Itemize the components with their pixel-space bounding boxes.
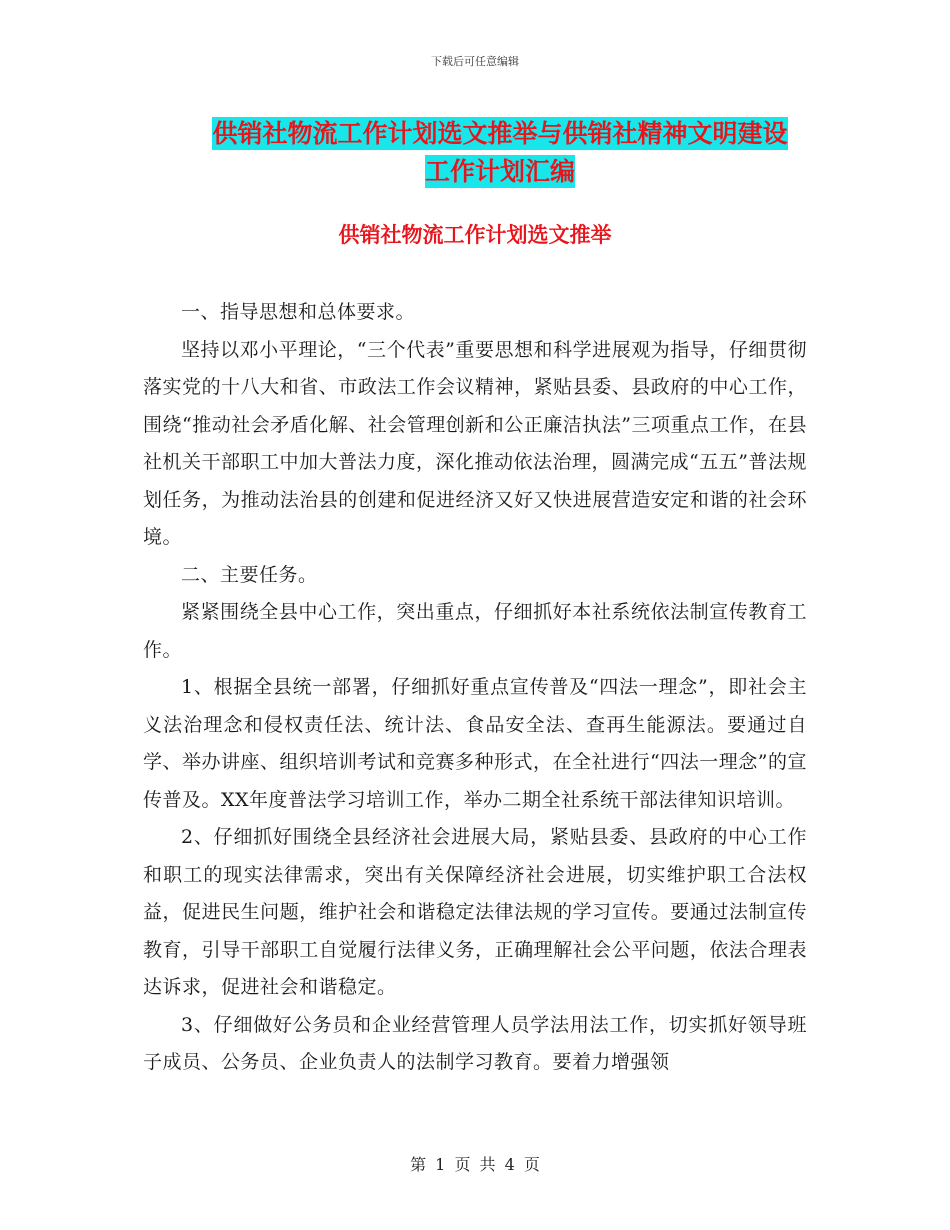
document-title-line-2 [140, 150, 860, 194]
document-title-text-2: 工作计划汇编 [424, 157, 575, 186]
paragraph: 紧紧围绕全县中心工作，突出重点，仔细抓好本社系统依法制宣传教育工作。 [143, 601, 807, 661]
paragraph: 1、根据全县统一部署，仔细抓好重点宣传普及“四法一理念”，即社会主义法治理念和侵权责任法、统计法、食品安全法、查再生能源法。要通过自学、举办讲座、组织培训考试和竞赛多种形式，在全社进行“四法一理念”的宣传普及。XX年度普法学习培训工作，举办二期全社系统干部法律知识培训。 [143, 676, 807, 811]
page-number-footer: 第 1 页 共 4 页 [410, 1155, 540, 1174]
header-note: 下载后可任意编辑 [431, 55, 519, 68]
paragraph: 3、仔细做好公务员和企业经营管理人员学法用法工作，切实抓好领导班子成员、公务员、企业负责人的法制学习教育。要着力增强领 [143, 1013, 807, 1073]
document-title-text-1: 供销社物流工作计划选文推举与供销社精神文明建设 [212, 119, 788, 148]
paragraph: 一、指导思想和总体要求。 [181, 301, 416, 323]
paragraph: 二、主要任务。 [181, 563, 318, 586]
paragraph: 2、仔细抓好围绕全县经济社会进展大局，紧贴县委、县政府的中心工作和职工的现实法律需求，突出有关保障经济社会进展，切实维护职工合法权益，促进民生问题，维护社会和谐稳定法律法规的学习宣传。要通过法制宣传教育，引导干部职工自觉履行法律义务，正确理解社会公平问题，依法合理表达诉求，促进社会和谐稳定。 [143, 826, 807, 998]
document-body [143, 294, 807, 1082]
section-title: 供销社物流工作计划选文推举 [338, 223, 612, 247]
paragraph: 坚持以邓小平理论，“三个代表”重要思想和科学进展观为指导，仔细贯彻落实党的十八大和省、市政法工作会议精神，紧贴县委、县政府的中心工作，围绕“推动社会矛盾化解、社会管理创新和公正廉洁执法”三项重点工作，在县社机关干部职工中加大普法力度，深化推动依法治理，圆满完成“五五”普法规划任务，为推动法治县的创建和促进经济又好又快进展营造安定和谐的社会环境。 [143, 338, 807, 548]
